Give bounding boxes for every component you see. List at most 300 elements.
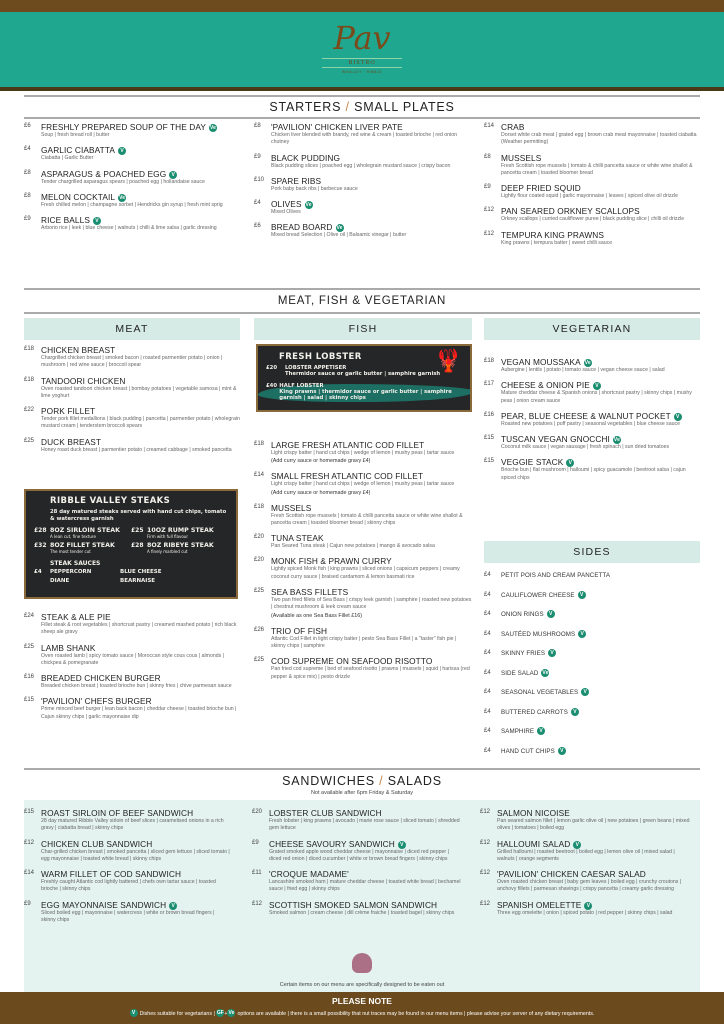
- item-name-row: [41, 839, 230, 849]
- item-description: Grated smoked apple wood cheddar cheese | mayonnaise | diced red pepper | diced red onion | diced cucumber | white or brown bread fingers | skinny chips: [269, 848, 449, 862]
- item-description: Ciabatta | Garlic Butter: [41, 155, 94, 162]
- menu-item: [24, 406, 240, 431]
- vegetarian-badge-icon: V: [169, 902, 177, 910]
- menu-item: [484, 747, 700, 756]
- item-name-row: [41, 643, 240, 653]
- menu-item: [484, 708, 700, 717]
- menu-item: [254, 656, 472, 681]
- item-body: [41, 437, 240, 454]
- item-name: VEGAN MOUSSAKA: [501, 357, 581, 367]
- item-price: £25: [24, 643, 35, 650]
- item-body: [271, 176, 474, 193]
- logo-word: BISTRO: [322, 58, 402, 68]
- item-body: [271, 587, 472, 620]
- item-body: [271, 222, 474, 239]
- item-name-row: [497, 839, 690, 849]
- item-body: [271, 440, 472, 465]
- divider: [24, 312, 700, 314]
- item-description: Pork baby back ribs | barbecue sauce: [271, 185, 358, 192]
- steak-desc: A lean cut, fine texture: [50, 534, 96, 539]
- item-price: £15: [484, 435, 495, 442]
- menu-item: [24, 437, 240, 454]
- item-price: £4: [484, 669, 491, 676]
- vegan-badge-icon: Ve: [305, 202, 312, 209]
- steak-item: [131, 542, 228, 554]
- item-price: £18: [24, 346, 35, 352]
- item-name: LAMB SHANK: [41, 642, 96, 653]
- menu-item: [484, 153, 704, 178]
- meat-list-b: [24, 612, 240, 727]
- menu-item: [484, 206, 704, 223]
- item-description: Fresh Scottish rope mussels | tomato & chilli pancetta sauce or white wine shallot & pancetta cream | toasted bloomer bread: [501, 162, 693, 176]
- steak-item: [34, 527, 131, 539]
- item-body: [501, 357, 700, 374]
- item-description: Soup | fresh bread roll | butter: [41, 132, 110, 138]
- item-body: [501, 434, 700, 451]
- item-price: £17: [484, 381, 495, 388]
- item-body: [501, 457, 700, 482]
- item-name: TEMPURA KING PRAWNS: [501, 229, 605, 240]
- item-name: TANDOORI CHICKEN: [41, 375, 126, 386]
- item-name-row: [501, 649, 700, 658]
- starters-col-1: [24, 122, 244, 238]
- steak-desc: The most tender cut: [50, 549, 91, 554]
- item-body: [501, 183, 704, 200]
- item-description: Honey roast duck breast | parmentier potato | creamed cabbage | smoked pancetta: [41, 446, 232, 453]
- divider: [24, 95, 700, 97]
- item-price: £9: [484, 184, 491, 191]
- item-name: GARLIC CIABATTA: [41, 145, 116, 156]
- item-price: £12: [252, 900, 263, 907]
- item-name-row: [269, 900, 462, 910]
- item-name-row: [269, 839, 462, 849]
- vegetarian-badge-icon: V: [584, 902, 592, 910]
- sauce: BLUE CHEESE: [120, 569, 162, 575]
- item-name: WARM FILLET OF COD SANDWICH: [41, 869, 182, 880]
- vegetarian-badge-icon: V: [578, 630, 586, 638]
- item-name-row: [41, 192, 244, 202]
- item-body: [501, 669, 700, 678]
- item-description: Light crispy batter | hand cut chips | wedge of lemon | mushy peas | tartar sauce: [271, 450, 455, 456]
- menu-item: [480, 869, 690, 894]
- item-name-row: [41, 808, 230, 818]
- price: £20: [266, 365, 278, 371]
- item-name: BLACK PUDDING: [271, 152, 341, 163]
- item-name-row: [501, 571, 700, 580]
- item-name: PORK FILLET: [41, 406, 96, 417]
- menu-item: [252, 839, 462, 864]
- item-body: [41, 612, 240, 637]
- menu-item: [254, 503, 472, 528]
- item-body: [501, 206, 704, 223]
- menu-item: [484, 357, 700, 374]
- item-name-row: [501, 206, 704, 216]
- item-description: Two pan fried fillets of Sea Bass | crispy leek garnish | samphire | roasted new potatoes | chestnut mushroom & leek cream sauce: [271, 597, 472, 611]
- item-name: CAULIFLOWER CHEESE: [501, 591, 575, 599]
- item-note: (Add curry sauce or homemade gravy £4): [271, 489, 371, 496]
- steak-body: [50, 527, 120, 539]
- item-price: £20: [254, 534, 265, 541]
- item-body: [501, 411, 700, 428]
- item-name: MELON COCKTAIL: [41, 191, 116, 202]
- item-price: £25: [254, 657, 265, 664]
- item-name: TUNA STEAK: [271, 533, 324, 544]
- vegan-badge-icon: Ve: [228, 1010, 235, 1016]
- item-description: Smoked salmon | cream cheese | dill crème fraiche | toasted bagel | skinny chips: [269, 909, 455, 916]
- item-price: £4: [484, 650, 491, 656]
- item-body: [41, 673, 240, 690]
- title-part: SMALL PLATES: [354, 100, 455, 114]
- menu-item: [484, 380, 700, 405]
- steak-name: 8OZ FILLET STEAK: [50, 542, 115, 549]
- footer-text: options are available | there is a small possibility that nut traces may be found in our menu items | please advise your server of any dietary requirements.: [237, 1011, 595, 1017]
- item-name: PETIT POIS AND CREAM PANCETTA: [501, 572, 611, 579]
- item-description: Arborio rice | leek | blue cheese | walnuts | chilli & lime salsa | garlic dressing: [41, 225, 217, 232]
- item-description: Fillet steak & root vegetables | shortcrust pastry | creamed mashed potato | rich black sheep ale gravy: [41, 622, 237, 636]
- item-body: [41, 869, 230, 894]
- item-price: £9: [254, 153, 261, 160]
- item-name: OLIVES: [271, 199, 302, 210]
- item-name-row: [41, 376, 240, 386]
- title-part: STARTERS: [269, 100, 342, 114]
- item-name: TRIO OF FISH: [271, 625, 328, 636]
- vegetarian-badge-icon: V: [581, 688, 589, 696]
- sauce: DIANE: [50, 578, 70, 584]
- sandwiches-subtitle: Not available after 6pm Friday & Saturday: [310, 790, 414, 796]
- starters-col-3: [484, 122, 704, 253]
- item-name: SKINNY FRIES: [501, 650, 546, 657]
- item-body: [271, 471, 472, 496]
- item-description: Lightly flour coated squid | garlic mayonnaise | leaves | spiced olive oil drizzle: [501, 193, 679, 200]
- item-body: [501, 708, 700, 717]
- gluten-free-badge-icon: GF: [216, 1010, 224, 1016]
- item-price: £16: [484, 411, 495, 418]
- item-description: Breaded chicken breast | toasted brioche bun | skinny fries | chive parmesan sauce: [41, 683, 232, 690]
- item-price: £18: [254, 503, 265, 510]
- menu-item: [24, 869, 230, 894]
- item-name: STEAK & ALE PIE: [41, 612, 111, 622]
- item-body: [41, 376, 240, 401]
- vegetarian-badge-icon: V: [674, 413, 682, 421]
- item-name: BUTTERED CARROTS: [501, 708, 568, 716]
- item-body: [501, 727, 700, 736]
- item-name: FRESHLY PREPARED SOUP OF THE DAY: [41, 122, 207, 132]
- item-note: (Add curry sauce or homemade gravy £4): [271, 458, 371, 465]
- item-description: Grilled halloumi | roasted beetroot | boiled egg | lemon olive oil | mixed salad | walnuts | orange segments: [497, 848, 675, 862]
- vegan-badge-icon: Ve: [584, 360, 591, 366]
- vegetarian-badge-icon: V: [130, 1009, 138, 1017]
- item-price: £20: [252, 809, 263, 815]
- vegan-badge-icon: Ve: [613, 437, 620, 444]
- item-name-row: [41, 869, 230, 879]
- item-name-row: [271, 533, 472, 543]
- item-description: Tender pork fillet medallions | black pudding | pancetta | parmentier potato | wholegrain mustard cream | tenderstem broccoli spears: [41, 416, 240, 430]
- menu-item: [252, 808, 462, 833]
- item-name: MUSSELS: [271, 502, 312, 513]
- item-name: SEA BASS FILLETS: [271, 587, 349, 598]
- footer-title: PLEASE NOTE: [332, 996, 392, 1006]
- item-price: £8: [484, 153, 491, 160]
- item-body: [501, 571, 700, 580]
- vegetarian-badge-icon: V: [593, 382, 601, 390]
- menu-item: [484, 610, 700, 619]
- item-name-row: [501, 230, 704, 240]
- item-description: Tender chargrilled asparagus spears | poached egg | hollandaise sauce: [41, 178, 205, 185]
- item-name-row: [271, 153, 474, 163]
- item-price: £14: [24, 870, 35, 877]
- vegetarian-badge-icon: V: [558, 747, 566, 755]
- item-body: [271, 656, 472, 681]
- sides-list: [484, 571, 700, 766]
- menu-item: [484, 727, 700, 736]
- fish-heading: FISH: [254, 318, 472, 340]
- item-description: Char-grilled chicken breast | smoked pancetta | sliced gem lettuce | sliced tomato | egg mayonnaise | toasted white bread | skinny chips: [41, 848, 230, 862]
- item-description: 28 day matured Ribble Valley sirloin of beef slices | caramelised onions in a rich gravy | ciabatta bread | skinny chips: [41, 818, 224, 832]
- item-description: Chargrilled chicken breast | smoked bacon | roasted parmentier potato | onion | mushroom | red wine sauce | broccoli spear: [41, 355, 223, 369]
- steak-grid: [34, 527, 228, 554]
- sandwich-col-2: [252, 808, 462, 923]
- vegetarian-badge-icon: V: [578, 591, 586, 599]
- item-name: SAUTÉED MUSHROOMS: [501, 630, 576, 638]
- item-body: [269, 869, 462, 894]
- item-price: £9: [24, 216, 31, 223]
- item-body: [497, 808, 690, 833]
- item-name: 'PAVILION' CHICKEN LIVER PATE: [271, 122, 403, 132]
- menu-item: [484, 183, 704, 200]
- item-name-row: [501, 610, 700, 619]
- item-price: £18: [254, 441, 265, 447]
- footer-text: Dishes suitable for vegetarians |: [139, 1011, 215, 1017]
- item-body: [501, 230, 704, 247]
- item-price: £12: [480, 900, 491, 907]
- lobster-title: FRESH LOBSTER: [279, 352, 362, 362]
- eat-out-note: Certain items on our menu are specifically designed to be eaten out: [279, 982, 445, 988]
- desc: Thermidor sauce or garlic butter | samphire garnish: [285, 371, 441, 377]
- item-name: SAMPHIRE: [501, 728, 535, 735]
- menu-item: [484, 649, 700, 658]
- menu-item: [484, 669, 700, 678]
- item-description: King prawns | tempura batter | sweet chilli sauce: [501, 239, 613, 246]
- item-description: Aubergine | lentils | potato | tomato sauce | vegan cheese sauce | salad: [501, 367, 665, 373]
- item-body: [41, 808, 230, 833]
- footer-plus: +: [224, 1011, 228, 1017]
- divider: [24, 288, 700, 290]
- starters-title: STARTERS / SMALL PLATES: [269, 100, 455, 114]
- vegetarian-badge-icon: V: [537, 727, 545, 735]
- item-name: CHICKEN BREAST: [41, 345, 116, 355]
- item-price: £8: [254, 123, 261, 129]
- item-body: [271, 533, 472, 550]
- item-price: £14: [254, 472, 265, 479]
- item-price: £12: [480, 809, 491, 815]
- item-body: [271, 626, 472, 651]
- menu-item: [24, 696, 240, 721]
- vegan-badge-icon: Ve: [119, 194, 126, 201]
- item-name: HAND CUT CHIPS: [501, 747, 555, 755]
- menu-item: [24, 145, 244, 162]
- item-name-row: [41, 612, 240, 622]
- pav-bistro-logo: [320, 18, 404, 88]
- item-price: £4: [484, 591, 491, 598]
- item-name-row: [269, 869, 462, 879]
- item-body: [501, 649, 700, 658]
- item-name: HALLOUMI SALAD: [497, 838, 571, 849]
- item-price: £9: [252, 839, 259, 846]
- menu-item: [254, 176, 474, 193]
- item-body: [501, 591, 700, 600]
- price: £40: [266, 383, 278, 389]
- item-price: £4: [484, 728, 491, 734]
- item-name: DEEP FRIED SQUID: [501, 183, 581, 194]
- meat-list-a: [24, 345, 240, 460]
- item-name-row: [497, 900, 690, 910]
- item-name-row: [501, 411, 700, 421]
- steak-price: £28: [34, 527, 47, 534]
- item-name-row: [271, 199, 474, 209]
- steak-price: £25: [131, 527, 144, 534]
- item-description: Fresh lobster | king prawns | avocado | marie rose sauce | sliced tomato | shredded gem lettuce: [269, 818, 460, 832]
- logo-script: Pav: [333, 19, 391, 57]
- menu-item: [24, 839, 230, 864]
- item-description: Pan fried cod supreme | bed of seafood risotto | prawns | mussels | squid | harissa (red pepper & spice mix) | pesto drizzle: [271, 666, 470, 680]
- item-name: TUSCAN VEGAN GNOCCHI: [501, 434, 610, 445]
- item-price: £4: [484, 689, 491, 695]
- desc: King prawns | thermidor sauce or garlic butter | samphire garnish | salad | skinny chips: [279, 389, 452, 401]
- top-bar: [0, 0, 724, 12]
- item-name-row: [271, 176, 474, 186]
- item-price: £12: [484, 230, 495, 237]
- item-price: £15: [24, 809, 35, 815]
- item-name-row: [41, 215, 244, 225]
- item-description: Oven roasted tandoori chicken breast | bombay potatoes | vegetable samosa | mint & lime yoghurt: [41, 385, 237, 399]
- item-name-row: [501, 357, 700, 367]
- item-name: PAN SEARED ORKNEY SCALLOPS: [501, 206, 640, 217]
- menu-item: [484, 571, 700, 580]
- vegetarian-heading: VEGETARIAN: [484, 318, 700, 340]
- menu-item: [254, 556, 472, 581]
- item-name-row: [269, 808, 462, 818]
- item-description: Dorset white crab meat | grated egg | brown crab meat mayonnaise | toasted ciabatta (Weather permitting): [501, 132, 697, 146]
- menu-item: [24, 612, 240, 637]
- item-description: Prime minced beef burger | lean back bacon | cheddar cheese | toasted brioche bun | Cajun skinny chips | garlic mayonnaise dip: [41, 706, 237, 720]
- menu-item: [484, 230, 704, 247]
- menu-item: [254, 222, 474, 239]
- title-part: SALADS: [387, 774, 442, 788]
- item-description: Pan seared salmon fillet | lemon garlic olive oil | new potatoes | green beans | mixed olives | tomatoes | boiled egg: [497, 818, 690, 832]
- item-name: RICE BALLS: [41, 215, 90, 226]
- menu-item: [480, 900, 690, 917]
- vegetarian-badge-icon: V: [548, 649, 556, 657]
- menu-item: [254, 440, 472, 465]
- item-name-row: [501, 153, 704, 163]
- item-name-row: [41, 145, 244, 155]
- item-name-row: [501, 727, 700, 736]
- item-description: Coconut milk sauce | vegan sausage | fresh spinach | sun dried tomatoes: [501, 444, 670, 451]
- sauce: BEARNAISE: [120, 578, 156, 584]
- item-body: [41, 839, 230, 864]
- item-name-row: [501, 380, 700, 390]
- item-description: Oven roasted chicken breast | baby gem leaves | boiled egg | crunchy croutons | anchovy fillets | parmesan shavings | crispy pancetta | creamy garlic dressing: [497, 879, 682, 893]
- item-name-row: [501, 747, 700, 756]
- item-body: [269, 808, 462, 833]
- menu-item: [484, 591, 700, 600]
- item-name: CHEESE & ONION PIE: [501, 380, 590, 391]
- item-price: £26: [254, 626, 265, 633]
- item-body: [497, 869, 690, 894]
- item-description: Mixed Olives: [271, 209, 301, 216]
- item-name-row: [501, 591, 700, 600]
- item-price: £4: [484, 572, 491, 578]
- item-price: £11: [252, 870, 262, 877]
- item-name: LARGE FRESH ATLANTIC COD FILLET: [271, 440, 425, 450]
- item-name-row: [271, 656, 472, 666]
- item-price: £4: [484, 611, 491, 617]
- item-price: £4: [484, 630, 491, 637]
- item-body: [271, 122, 474, 147]
- item-description: Freshly caught Atlantic cod lightly battered | chefs own tartar sauce | toasted brioche | skinny chips: [41, 879, 216, 893]
- vegan-badge-icon: Ve: [210, 125, 217, 131]
- item-price: £9: [24, 900, 31, 907]
- item-description: Roasted new potatoes | puff pastry | seasonal vegetables | blue cheese sauce: [501, 420, 680, 427]
- item-body: [41, 122, 244, 139]
- vegan-badge-icon: Ve: [542, 669, 549, 676]
- menu-item: [24, 192, 244, 209]
- lobster-board: [256, 344, 472, 412]
- item-price: £4: [24, 146, 31, 153]
- item-price: £8: [24, 169, 31, 176]
- item-name: LOBSTER CLUB SANDWICH: [269, 808, 382, 818]
- name: LOBSTER APPETISER: [285, 365, 347, 371]
- item-price: £15: [484, 458, 495, 465]
- item-price: £12: [24, 839, 35, 846]
- item-price: £14: [484, 123, 495, 129]
- item-name-row: [41, 406, 240, 416]
- item-name: EGG MAYONNAISE SANDWICH: [41, 899, 167, 910]
- item-name-row: [41, 673, 240, 683]
- item-name-row: [41, 437, 240, 447]
- item-price: £12: [480, 870, 491, 877]
- item-name: COD SUPREME ON SEAFOOD RISOTTO: [271, 656, 433, 667]
- item-body: [41, 169, 244, 186]
- item-body: [271, 556, 472, 581]
- item-price: £25: [24, 437, 35, 444]
- item-body: [269, 900, 462, 917]
- item-price: £18: [24, 376, 35, 383]
- item-name-row: [271, 556, 472, 566]
- sandwiches-title: SANDWICHES / SALADS: [282, 774, 442, 788]
- item-price: £12: [484, 207, 495, 214]
- lobster-illustration-icon: 🦞: [434, 349, 462, 374]
- item-name-row: [271, 587, 472, 597]
- steak-body: [147, 527, 214, 539]
- menu-item: [480, 839, 690, 864]
- vegetarian-badge-icon: V: [398, 841, 406, 849]
- sauce: PEPPERCORN: [50, 569, 92, 575]
- item-name: MONK FISH & PRAWN CURRY: [271, 556, 392, 567]
- item-name-row: [501, 434, 700, 444]
- item-description: Lancashire smoked ham | mature cheddar cheese | toasted white bread | bechamel sauce | fried egg | skinny chips: [269, 879, 461, 893]
- item-name: ONION RINGS: [501, 611, 544, 618]
- steaks-board: [24, 489, 238, 599]
- item-description: Lightly spiced Monk fish | king prawns | sliced onions | capsicum peppers | creamy coconut curry sauce | braised cardamom & lemon basmati rice: [271, 566, 460, 580]
- menu-item: [254, 471, 472, 496]
- steaks-subtitle: 28 day matured steaks served with hand cut chips, tomato & watercress garnish: [50, 509, 227, 522]
- item-body: [41, 696, 240, 721]
- steak-name: 8OZ RIBEYE STEAK: [147, 542, 214, 549]
- item-name-row: [41, 122, 244, 132]
- divider: [24, 768, 700, 770]
- item-name: ROAST SIRLOIN OF BEEF SANDWICH: [41, 808, 194, 818]
